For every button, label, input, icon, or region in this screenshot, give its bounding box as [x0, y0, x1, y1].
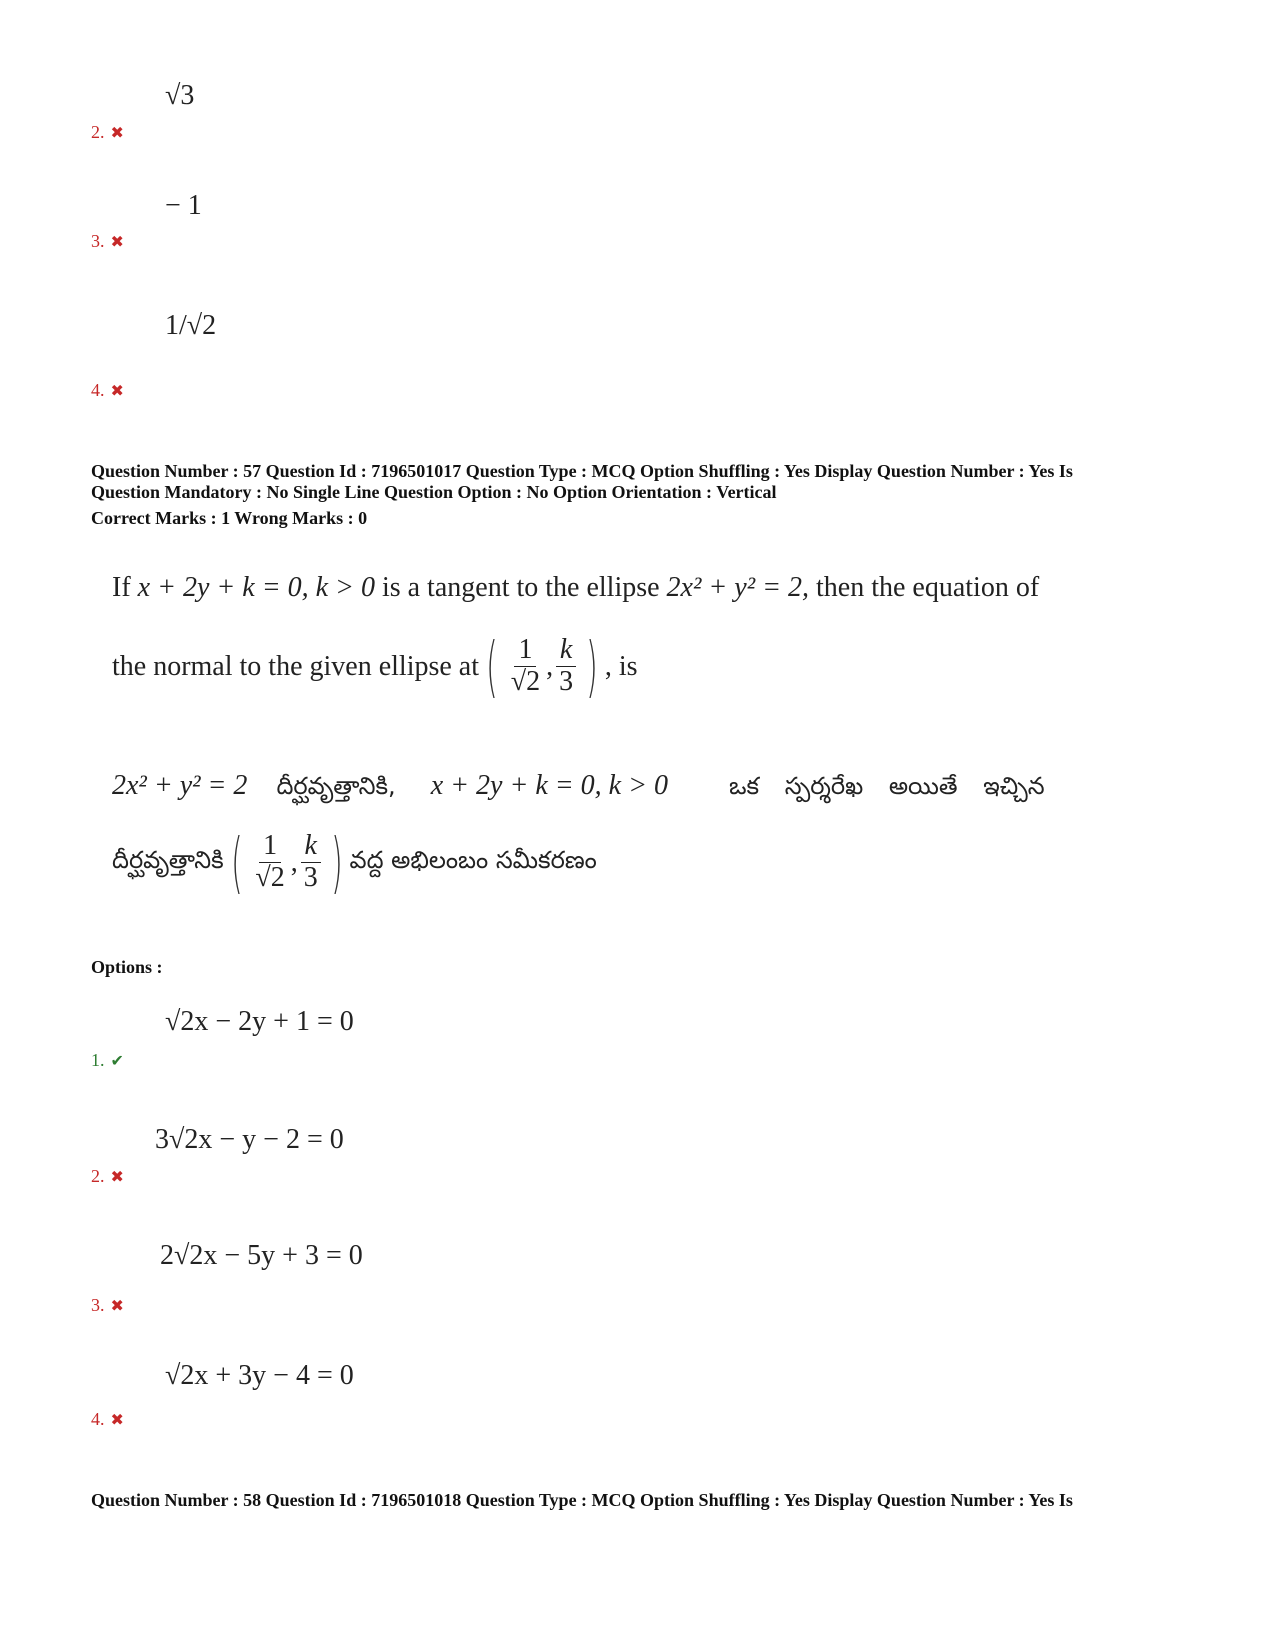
q57-telugu-line2 [112, 824, 597, 901]
text: If [112, 572, 131, 603]
math-expression: x + 2y + k = 0, k > 0 [137, 572, 375, 603]
wrong-icon: ✖ [110, 1412, 124, 1429]
telugu-text: దీర్ఘవృత్తానికి [112, 845, 224, 874]
option-3-number [91, 1295, 124, 1316]
left-paren: ( [230, 824, 243, 901]
text: , is [604, 650, 638, 682]
wrong-icon: ✖ [110, 1298, 124, 1315]
q58-meta-line1: Question Number : 58 Question Id : 7196501018 Question Type : MCQ Option Shuffling : Yes Display Question Number : Yes Is [91, 1490, 1073, 1510]
option-number: 2. [91, 1166, 105, 1186]
q57-meta-line2: Question Mandatory : No Single Line Question Option : No Option Orientation : Vertical [91, 482, 777, 502]
prev-option-2-number [91, 122, 124, 143]
numerator: 1 [514, 635, 536, 667]
text: then the equation of [815, 572, 1040, 603]
option-2-number [91, 1166, 124, 1187]
denominator: 3 [559, 666, 574, 697]
prev-option-3-number [91, 231, 124, 252]
check-icon: ✔ [110, 1053, 124, 1070]
denominator: √2 [510, 666, 541, 697]
prev-option-4-number [91, 380, 124, 401]
numerator: 1 [259, 831, 281, 863]
text: is a tangent to the ellipse [381, 572, 660, 603]
option-3-expr: 2√2x − 5y + 3 = 0 [160, 1240, 363, 1271]
comma: , [290, 846, 298, 878]
point-x-fraction [507, 635, 544, 698]
option-number: 3. [91, 1295, 105, 1315]
option-4-expr: √2x + 3y − 4 = 0 [165, 1360, 354, 1391]
q57-telugu-line1 [112, 770, 1045, 806]
denominator: 3 [303, 862, 318, 893]
option-number: 4. [91, 380, 105, 400]
math-expression: x + 2y + k = 0, k > 0 [430, 770, 668, 801]
wrong-icon: ✖ [110, 125, 124, 142]
prev-option-4-expr: 1/√2 [165, 310, 217, 341]
left-paren: ( [486, 628, 498, 705]
wrong-icon: ✖ [110, 1169, 124, 1186]
numerator: k [301, 831, 321, 863]
option-number: 1. [91, 1050, 105, 1070]
wrong-icon: ✖ [110, 383, 124, 400]
option-4-number [91, 1409, 124, 1430]
math-expression: 2x² + y² = 2, [666, 572, 809, 603]
q57-meta-line1: Question Number : 57 Question Id : 7196501017 Question Type : MCQ Option Shuffling : Yes Display Question Number : Yes Is [91, 461, 1073, 481]
right-paren: ) [330, 824, 343, 901]
right-paren: ) [586, 628, 598, 705]
option-number: 3. [91, 231, 105, 251]
q57-english-line1 [112, 572, 1039, 604]
option-number: 4. [91, 1409, 105, 1429]
options-label: Options : [91, 957, 163, 977]
telugu-text: వద్ద అభిలంబం సమీకరణం [349, 845, 597, 874]
point-y-fraction [555, 635, 577, 698]
numerator: k [556, 635, 576, 667]
q57-english-line2 [112, 628, 638, 705]
option-1-expr: √2x − 2y + 1 = 0 [165, 1006, 354, 1037]
telugu-text: ఒక స్పర్శరేఖ అయితే ఇచ్చిన [729, 772, 1045, 800]
text: the normal to the given ellipse at [112, 650, 480, 682]
option-number: 2. [91, 122, 105, 142]
wrong-icon: ✖ [110, 234, 124, 251]
comma: , [546, 650, 554, 682]
prev-option-2-expr: √3 [165, 80, 195, 111]
math-expression: 2x² + y² = 2 [112, 770, 248, 801]
telugu-text: దీర్ఘవృత్తానికి, [276, 772, 396, 800]
point-x-fraction [251, 831, 288, 894]
q57-marks: Correct Marks : 1 Wrong Marks : 0 [91, 508, 368, 528]
option-2-expr: 3√2x − y − 2 = 0 [155, 1124, 344, 1155]
point-y-fraction [300, 831, 322, 894]
denominator: √2 [255, 862, 285, 893]
prev-option-3-expr: − 1 [165, 190, 202, 221]
option-1-number [91, 1050, 124, 1071]
